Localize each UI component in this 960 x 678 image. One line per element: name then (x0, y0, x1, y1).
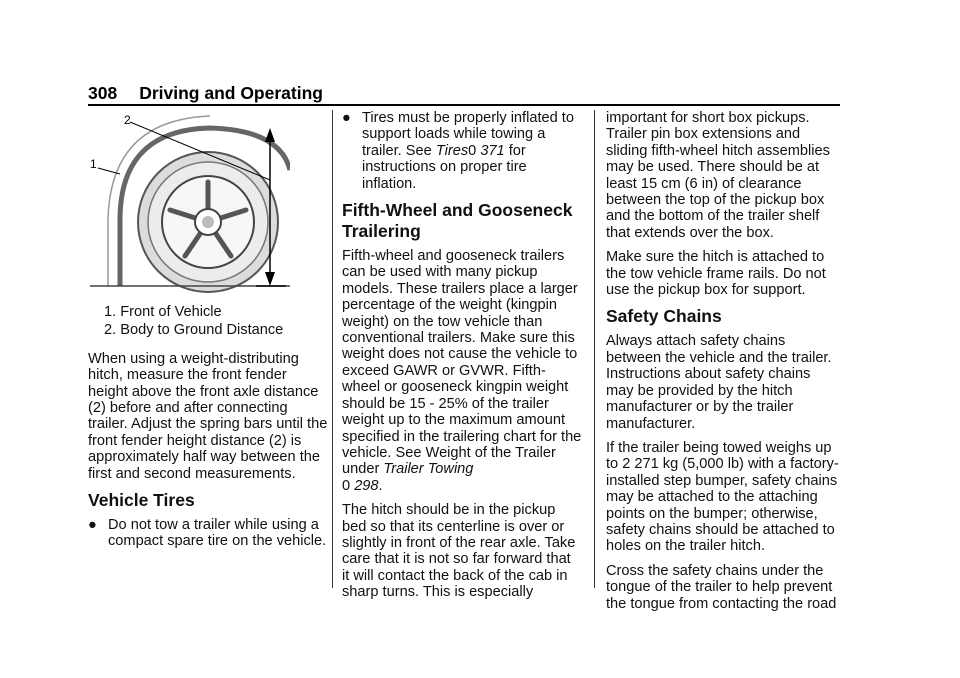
heading-safety-chains: Safety Chains (606, 306, 722, 327)
paragraph (342, 248, 582, 494)
paragraph-text: Fifth-wheel and gooseneck trailers can be used with many pickup models. These trailers place a larger percentage of the weight (kingpin weight) on the tow vehicle than conventional trailers. Make sure this weight does not cause the vehicle to exceed GAWR or GVWR. Fifth-wheel or gooseneck kingpin weight should be 15 - 25% of the trailer weight up to the maximum amount specified in the trailering chart for the vehicle. See Weight of the Trailer under (342, 248, 582, 478)
callout-1: 1 (90, 157, 97, 171)
section-title: Driving and Operating (139, 83, 323, 103)
bullet-marker: ● (88, 517, 97, 534)
paragraph: The hitch should be in the pickup bed so that its centerline is over or slightly in front of the rear axle. Take care that it is not so far forward that it will contact the back of the cab in sharp turns. This is especially (342, 502, 576, 601)
bullet-marker: ● (342, 110, 351, 126)
heading-fifth-wheel: Fifth-Wheel and Gooseneck Trailering (342, 200, 573, 242)
paragraph-text-end: . (378, 477, 383, 494)
caption-item: 1. Front of Vehicle (104, 304, 222, 320)
header-rule (88, 104, 840, 106)
column-1 (88, 110, 328, 558)
tire-height-figure (90, 110, 290, 298)
paragraph: When using a weight-distributing hitch, measure the front fender height above the front axle distance (2) before and after connecting trailer. Adjust the spring bars until the front fender height distance (2) is approximately half way between the first and second measurements. (88, 350, 328, 482)
page-ref-arrow: 0 (342, 477, 351, 494)
column-2 (342, 110, 582, 609)
bullet-text: Tires must be properly inflated to support loads while towing a trailer. See (362, 110, 574, 159)
paragraph: Make sure the hitch is attached to the tow vehicle frame rails. Do not use the pickup box for support. (606, 249, 826, 299)
cross-reference-link[interactable]: Trailer Towing (383, 461, 474, 478)
paragraph: Cross the safety chains under the tongue of the trailer to help prevent the tongue from contacting the road (606, 562, 837, 612)
page-number: 308 (88, 83, 118, 103)
caption-item: 2. Body to Ground Distance (104, 322, 284, 339)
paragraph: If the trailer being towed weighs up to 2 271 kg (5,000 lb) with a factory-installed step bumper, safety chains may be attached to the attaching points on the bumper; otherwise, safety chains should be attached to holes on the trailer hitch. (606, 439, 839, 555)
list-item (342, 110, 582, 192)
bullet-text: Do not tow a trailer while using a compact spare tire on the vehicle. (108, 517, 327, 550)
page-ref-arrow: 0 (468, 142, 477, 159)
page-reference[interactable]: 371 (480, 142, 505, 159)
column-divider-1 (332, 110, 333, 588)
list-item (88, 517, 328, 550)
bullet-text-end: for instructions on proper tire inflation. (362, 142, 527, 192)
figure-caption (88, 304, 328, 339)
callout-2: 2 (124, 113, 131, 127)
tire-fender-illustration (90, 110, 290, 298)
page-reference[interactable]: 298 (354, 477, 379, 494)
paragraph: Always attach safety chains between the vehicle and the trailer. Instructions about safety chains may be provided by the hitch manufacturer or by the trailer manufacturer. (606, 333, 832, 432)
heading-vehicle-tires: Vehicle Tires (88, 490, 195, 511)
cross-reference-link[interactable]: Tires (435, 142, 469, 159)
page-header (88, 83, 323, 104)
column-divider-2 (594, 110, 595, 588)
paragraph: important for short box pickups. Trailer pin box extensions and sliding fifth-wheel hitch assemblies may be used. There should be at least 15 cm (6 in) of clearance between the top of the pickup box and the bottom of the trailer shelf that extends over the box. (606, 110, 830, 241)
column-3 (606, 110, 842, 620)
